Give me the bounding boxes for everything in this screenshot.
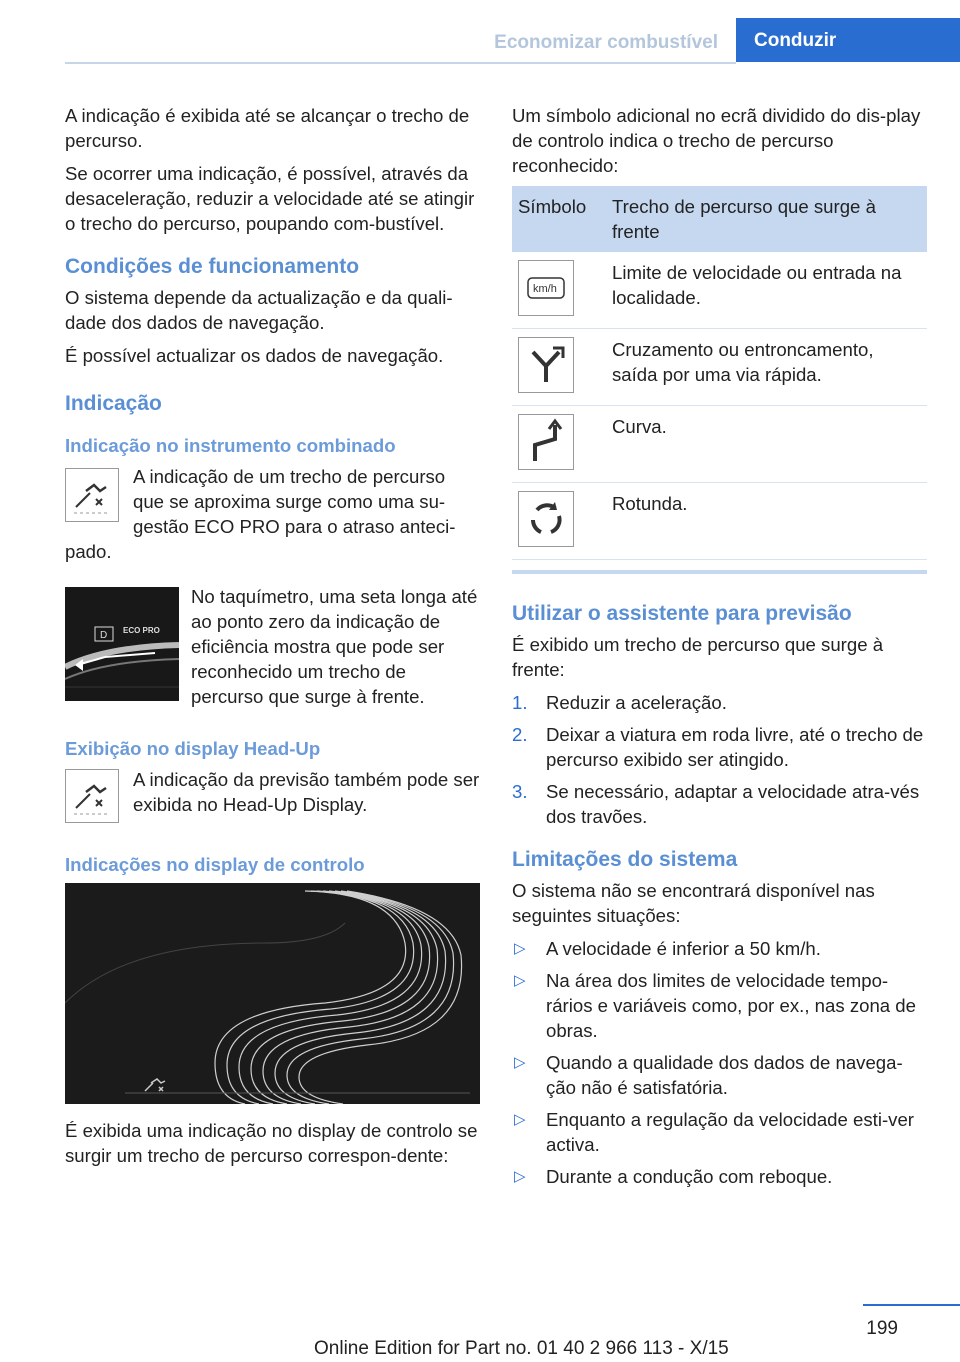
- paragraph: A indicação da previsão também pode ser exibida no Head-Up Display.: [133, 769, 480, 815]
- table-row: [512, 406, 927, 483]
- page-number-rule: [863, 1304, 960, 1306]
- bullet-triangle-icon: ▷: [514, 940, 526, 957]
- header-section-title: Economizar combustível: [494, 32, 718, 53]
- bullet-triangle-icon: ▷: [514, 1111, 526, 1128]
- step-text: Se necessário, adaptar a velocidade atra‐vés dos travões.: [546, 781, 920, 827]
- table-cell: Limite de velocidade ou entrada na localidade.: [606, 252, 927, 329]
- instrument-indication-block: [65, 464, 480, 564]
- paragraph: No taquímetro, uma seta longa até ao ponto zero da indicação de eficiência mostra que pode ser reconhecido um trecho de percurso que surge à frente.: [191, 586, 478, 707]
- speedometer-block: [65, 584, 480, 709]
- left-column: [65, 103, 480, 1176]
- gauge-eco-pro-text: ECO PRO: [123, 626, 160, 635]
- step-number: 1.: [512, 692, 528, 713]
- junction-icon: [518, 337, 574, 393]
- bullet-text: Quando a qualidade dos dados de navega‐ção não é satisfatória.: [546, 1052, 903, 1098]
- table-end-rule: [512, 570, 927, 574]
- hud-block: [65, 767, 480, 817]
- step-text: Deixar a viatura em roda livre, até o trecho de percurso exibido ser atingido.: [546, 724, 924, 770]
- paragraph: Um símbolo adicional no ecrã dividido do dis‐play de controlo indica o trecho de percurso reconhecido:: [512, 105, 921, 176]
- bullet-text: A velocidade é inferior a 50 km/h.: [546, 938, 821, 959]
- bullet-triangle-icon: ▷: [514, 972, 526, 989]
- paragraph: O sistema não se encontrará disponível nas seguintes situações:: [512, 880, 875, 926]
- table-row: [512, 252, 927, 329]
- step-number: 2.: [512, 724, 528, 745]
- curve-icon: [518, 414, 574, 470]
- control-display-road-image: [65, 883, 480, 1104]
- paragraph: A indicação de um trecho de percurso que se aproxima surge como uma su‐gestão ECO PRO para o atraso anteci‐pado.: [65, 466, 456, 562]
- table-row: [512, 329, 927, 406]
- paragraph: É exibida uma indicação no display de controlo se surgir um trecho de percurso correspon‐dente:: [65, 1120, 478, 1166]
- heading-instrument-cluster: Indicação no instrumento combinado: [65, 435, 396, 456]
- table-cell: Cruzamento ou entroncamento, saída por uma via rápida.: [606, 329, 927, 406]
- bullet-text: Enquanto a regulação da velocidade esti‐ver activa.: [546, 1109, 914, 1155]
- paragraph: O sistema depende da actualização e da quali‐dade dos dados de navegação.: [65, 287, 453, 333]
- table-cell: Curva.: [606, 406, 927, 483]
- list-item: [512, 1164, 927, 1189]
- roundabout-icon: [518, 491, 574, 547]
- eco-pro-coasting-icon: [65, 468, 119, 522]
- step-number: 3.: [512, 781, 528, 802]
- bullet-text: Na área dos limites de velocidade tempo‐rários e variáveis como, por ex., nas zona de obras.: [546, 970, 916, 1041]
- page-number: 199: [866, 1318, 898, 1339]
- steps-list: [512, 690, 927, 829]
- header-chapter-tab: [736, 18, 960, 62]
- heading-conditions: Condições de funcionamento: [65, 255, 360, 278]
- paragraph: É exibido um trecho de percurso que surge à frente:: [512, 634, 884, 680]
- heading-use-assistant: Utilizar o assistente para previsão: [512, 602, 852, 625]
- heading-head-up-display: Exibição no display Head-Up: [65, 738, 321, 759]
- header-chapter-label: Conduzir: [754, 30, 837, 51]
- bullet-triangle-icon: ▷: [514, 1054, 526, 1071]
- list-item: [512, 936, 927, 961]
- list-item: [512, 690, 927, 715]
- gauge-gear-text: D: [100, 630, 108, 641]
- step-text: Reduzir a aceleração.: [546, 692, 727, 713]
- list-item: [512, 722, 927, 772]
- list-item: [512, 968, 927, 1043]
- right-column: [512, 103, 927, 1196]
- table-row: [512, 483, 927, 560]
- paragraph: Se ocorrer uma indicação, é possível, através da desaceleração, reduzir a velocidade até se atingir o trecho do percurso, poupando com‐bustível.: [65, 163, 475, 234]
- heading-limitations: Limitações do sistema: [512, 848, 738, 871]
- eco-pro-gauge-image: [65, 587, 179, 701]
- bullet-text: Durante a condução com reboque.: [546, 1166, 833, 1187]
- table-header-section: Trecho de percurso que surge à frente: [606, 186, 927, 252]
- symbol-table: [512, 186, 927, 560]
- table-header-symbol: Símbolo: [512, 186, 606, 252]
- heading-control-display: Indicações no display de controlo: [65, 854, 365, 875]
- bullet-triangle-icon: ▷: [514, 1168, 526, 1185]
- footer-edition: Online Edition for Part no. 01 40 2 966 113 - X/15: [314, 1338, 729, 1359]
- speed-limit-icon-text: km/h: [533, 283, 557, 295]
- paragraph: É possível actualizar os dados de navegação.: [65, 345, 444, 366]
- speed-limit-icon: [518, 260, 574, 316]
- limitations-list: [512, 936, 927, 1189]
- table-cell: Rotunda.: [606, 483, 927, 560]
- list-item: [512, 1050, 927, 1100]
- list-item: [512, 779, 927, 829]
- eco-pro-coasting-icon: [65, 769, 119, 823]
- header-rule: [65, 62, 736, 64]
- paragraph: A indicação é exibida até se alcançar o trecho de percurso.: [65, 105, 470, 151]
- list-item: [512, 1107, 927, 1157]
- heading-indication: Indicação: [65, 392, 162, 415]
